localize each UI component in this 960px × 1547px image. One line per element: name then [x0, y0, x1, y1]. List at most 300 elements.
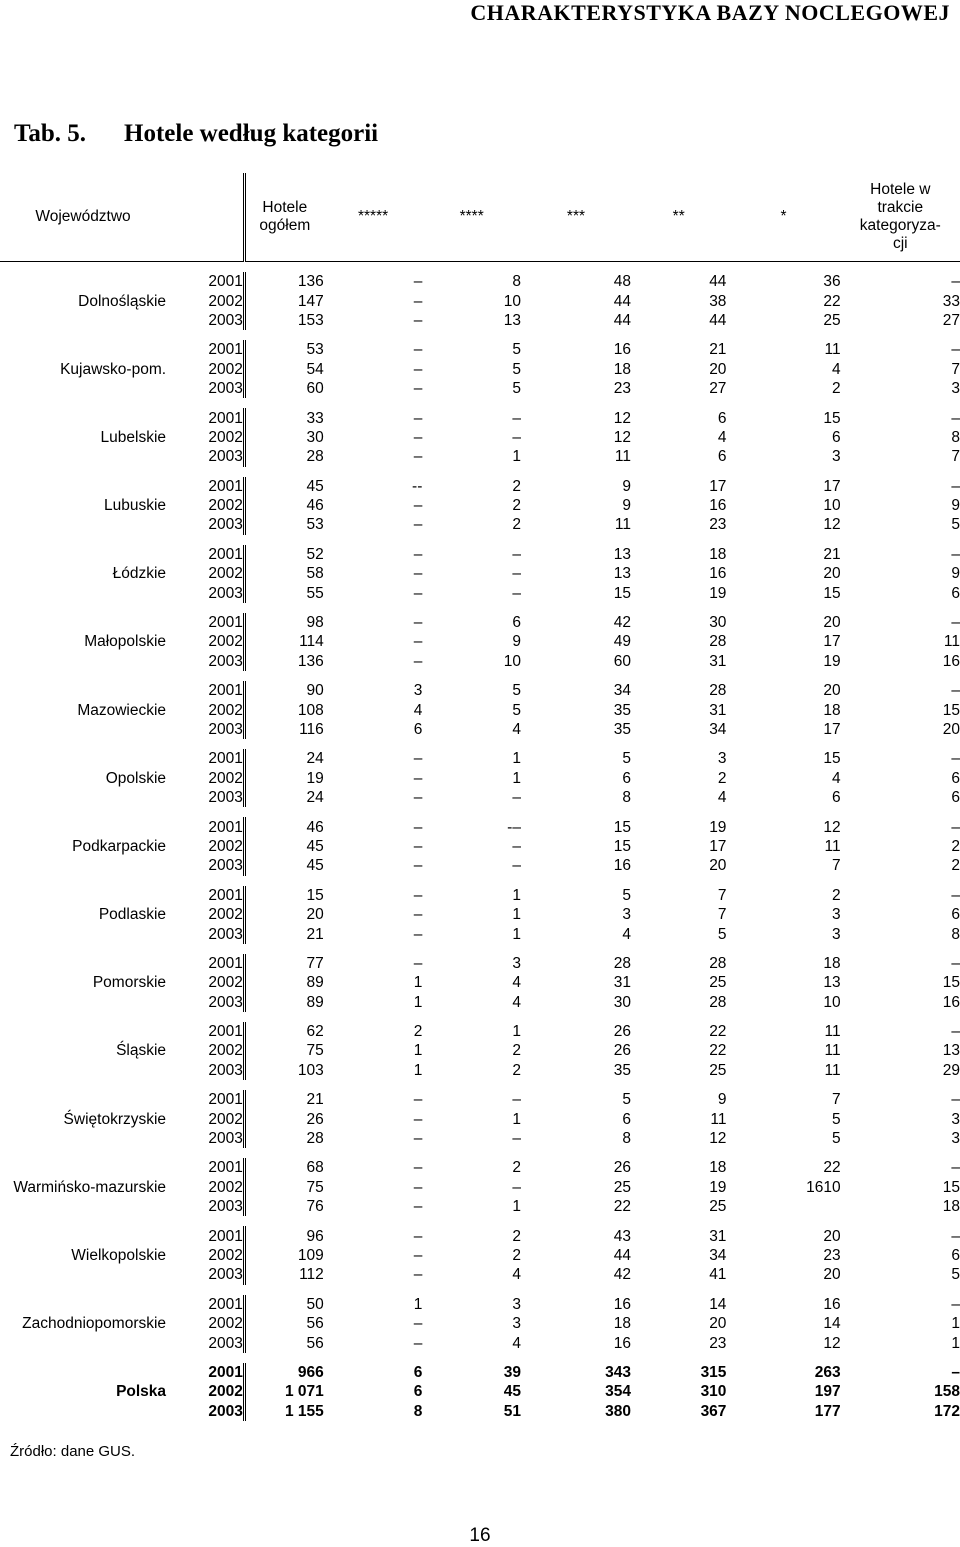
- c1-cell: 12: [823, 818, 841, 836]
- year-cell: 2003: [208, 1130, 243, 1148]
- group-spacer: [0, 398, 960, 408]
- c2-cell: 38: [709, 292, 727, 310]
- year-cell: 2001: [208, 682, 243, 700]
- col-header-total: [244, 173, 323, 262]
- year-cell: 2002: [208, 701, 243, 719]
- c5-cell: 1: [413, 974, 423, 992]
- group-spacer: [0, 535, 960, 545]
- c5-cell: –: [413, 545, 423, 563]
- total-cell: 24: [244, 788, 323, 807]
- c4-cell: 1: [512, 1198, 521, 1216]
- total-cell: 966: [244, 1363, 323, 1382]
- col-header-5star: *****: [324, 173, 423, 262]
- cw-cell: 6: [951, 584, 960, 602]
- c4-cell: 45: [503, 1383, 521, 1401]
- group-spacer: [0, 1216, 960, 1226]
- c5-cell: –: [413, 273, 423, 291]
- c3-cell: 13: [613, 565, 631, 583]
- table-row: [0, 408, 960, 427]
- c2-cell: 34: [709, 1246, 727, 1264]
- c2-cell: 7: [717, 906, 727, 924]
- year-cell: 2003: [208, 584, 243, 602]
- c4-cell: –: [512, 584, 521, 602]
- c3-cell: 15: [613, 818, 631, 836]
- c2-cell: 20: [709, 360, 727, 378]
- year-cell: 2002: [208, 1315, 243, 1333]
- spacer-cell: [0, 1148, 960, 1158]
- c5-cell: –: [413, 906, 423, 924]
- c1-cell: 15: [823, 409, 841, 427]
- total-cell: 52: [244, 545, 323, 564]
- total-cell: 96: [244, 1226, 323, 1245]
- cw-cell: 2: [951, 857, 960, 875]
- c1-cell: 11: [824, 341, 841, 359]
- voivodeship-name: Mazowieckie: [77, 701, 167, 719]
- c5-cell: –: [413, 857, 423, 875]
- c4-cell: 5: [512, 682, 521, 700]
- cw-cell: 6: [951, 769, 960, 787]
- year-cell: 2003: [208, 925, 243, 943]
- total-cell: 53: [244, 515, 323, 534]
- table-row: [0, 1363, 960, 1382]
- c2-cell: 23: [709, 1334, 727, 1352]
- c3-cell: 44: [613, 311, 631, 329]
- c4-cell: -–: [507, 818, 521, 836]
- c5-cell: –: [413, 1091, 423, 1109]
- c5-cell: 6: [413, 721, 423, 738]
- cw-cell: 7: [951, 360, 960, 378]
- table-body: [0, 262, 960, 1421]
- total-cell: 136: [244, 652, 323, 671]
- table-header-row: [0, 173, 960, 262]
- cw-cell: 15: [942, 1178, 960, 1196]
- c2-cell: 2: [717, 769, 727, 787]
- cw-cell: –: [951, 750, 960, 768]
- voivodeship-name: Podkarpackie: [72, 837, 167, 855]
- spacer-cell: [0, 1353, 960, 1363]
- c4-cell: –: [512, 1130, 521, 1148]
- total-cell: 56: [244, 1333, 323, 1352]
- c3-cell: 48: [613, 273, 631, 291]
- c1-cell: 20: [823, 1266, 841, 1284]
- c4-cell: –: [512, 428, 521, 446]
- cw-cell: –: [951, 614, 960, 632]
- total-cell: 55: [244, 583, 323, 602]
- c3-cell: 28: [613, 954, 631, 972]
- c1-cell: 5: [831, 1110, 841, 1128]
- spacer-cell: [0, 262, 960, 273]
- c1-cell: 6: [831, 789, 841, 807]
- c5-cell: –: [413, 1198, 423, 1216]
- c2-cell: 19: [709, 1178, 727, 1196]
- c5-cell: –: [413, 886, 423, 904]
- c4-cell: 4: [512, 1266, 521, 1284]
- total-cell: 98: [244, 613, 323, 632]
- cw-cell: 3: [951, 1130, 960, 1148]
- c4-cell: 6: [512, 614, 521, 632]
- c3-cell: 35: [613, 701, 631, 719]
- voivodeship-name: Dolnośląskie: [78, 292, 167, 310]
- c1-cell: 7: [831, 857, 841, 875]
- c5-cell: –: [413, 1178, 423, 1196]
- cw-cell: –: [951, 818, 960, 836]
- c5-cell: –: [413, 428, 423, 446]
- c4-cell: –: [512, 857, 521, 875]
- table-row: [0, 1226, 960, 1245]
- c5-cell: --: [412, 477, 423, 495]
- c1-cell: 11: [824, 837, 841, 855]
- col-header-in-categorization-text: Hotele w trakcie kategoryza-cji: [859, 181, 941, 252]
- c2-cell: 23: [709, 516, 727, 534]
- c1-cell: 11: [824, 1042, 841, 1060]
- year-cell: 2002: [208, 1110, 243, 1128]
- c5-cell: 4: [413, 701, 423, 719]
- year-cell: 2001: [208, 341, 243, 359]
- c4-cell: –: [512, 837, 521, 855]
- c1-cell: 18: [823, 701, 841, 719]
- total-cell: 30: [244, 428, 323, 447]
- year-cell: 2001: [208, 273, 243, 291]
- spacer-cell: [0, 807, 960, 817]
- c4-cell: 2: [512, 497, 521, 515]
- c5-cell: –: [413, 750, 423, 768]
- c3-cell: 35: [613, 1061, 631, 1079]
- cw-cell: 7: [951, 448, 960, 466]
- total-cell: 54: [244, 360, 323, 379]
- c3-cell: 13: [613, 545, 631, 563]
- spacer-cell: [0, 876, 960, 886]
- year-cell: 2002: [208, 837, 243, 855]
- c5-cell: –: [413, 311, 423, 329]
- c5-cell: 1: [413, 993, 423, 1011]
- c3-cell: 11: [614, 516, 631, 534]
- total-cell: 20: [244, 905, 323, 924]
- spacer-cell: [0, 944, 960, 954]
- table-title-text: Hotele według kategorii: [124, 120, 379, 147]
- c2-cell: 16: [709, 497, 727, 515]
- group-spacer: [0, 1080, 960, 1090]
- total-cell: 68: [244, 1158, 323, 1177]
- c5-cell: –: [413, 789, 423, 807]
- total-cell: 46: [244, 817, 323, 836]
- c3-cell: 44: [613, 1246, 631, 1264]
- year-cell: 2001: [208, 614, 243, 632]
- cw-cell: 8: [951, 925, 960, 943]
- c1-cell: 20: [823, 565, 841, 583]
- total-cell: 45: [244, 477, 323, 496]
- c1-cell: 4: [831, 360, 841, 378]
- c4-cell: 1: [512, 886, 521, 904]
- c5-cell: –: [413, 1334, 423, 1352]
- c3-cell: 9: [622, 477, 631, 495]
- cw-cell: 5: [951, 516, 960, 534]
- c5-cell: –: [413, 584, 423, 602]
- c4-cell: 2: [512, 516, 521, 534]
- year-cell: 2002: [208, 497, 243, 515]
- c2-cell: 18: [709, 1159, 727, 1177]
- c5-cell: –: [413, 818, 423, 836]
- c4-cell: 2: [512, 1061, 521, 1079]
- c3-cell: 8: [622, 1130, 631, 1148]
- group-spacer: [0, 467, 960, 477]
- year-cell: 2003: [208, 1198, 243, 1216]
- c2-cell: 12: [709, 1130, 727, 1148]
- c1-cell: 2: [831, 886, 841, 904]
- total-cell: 108: [244, 700, 323, 719]
- c2-cell: 30: [709, 614, 727, 632]
- c3-cell: 9: [622, 497, 631, 515]
- table-row: [0, 477, 960, 496]
- cw-cell: 18: [942, 1198, 960, 1216]
- voivodeship-name: Warmińsko-mazurskie: [13, 1178, 167, 1196]
- c4-cell: 4: [512, 1334, 521, 1352]
- c1-cell: 23: [823, 1246, 841, 1264]
- total-cell: 1 155: [244, 1402, 323, 1421]
- voivodeship-name: Kujawsko-pom.: [60, 360, 167, 378]
- c4-cell: 13: [503, 311, 521, 329]
- c3-cell: 16: [613, 857, 631, 875]
- c1-cell: 12: [823, 1334, 841, 1352]
- c1-cell: 20: [823, 614, 841, 632]
- year-cell: 2003: [208, 789, 243, 807]
- c2-cell: 17: [709, 477, 727, 495]
- c5-cell: –: [413, 1266, 423, 1284]
- cw-cell: 5: [951, 1266, 960, 1284]
- total-cell: 21: [244, 1090, 323, 1109]
- c2-cell: 34: [709, 721, 727, 738]
- c5-cell: 6: [413, 1383, 423, 1401]
- c4-cell: 9: [512, 633, 521, 651]
- page-header: CHARAKTERYSTYKA BAZY NOCLEGOWEJ: [470, 0, 950, 25]
- cw-cell: 6: [951, 1246, 960, 1264]
- c1-cell: 20: [823, 1227, 841, 1245]
- c3-cell: 35: [613, 721, 631, 738]
- col-header-in-categorization: [841, 173, 960, 262]
- c3-cell: 23: [613, 380, 631, 398]
- cw-cell: 20: [942, 721, 960, 738]
- c3-cell: 43: [613, 1227, 631, 1245]
- c1-cell: 12: [823, 516, 841, 534]
- c2-cell: 28: [709, 682, 727, 700]
- c4-cell: –: [512, 545, 521, 563]
- year-cell: 2003: [208, 993, 243, 1011]
- c1-cell: 36: [823, 273, 841, 291]
- year-cell: 2003: [208, 448, 243, 466]
- year-cell: 2001: [208, 1227, 243, 1245]
- c1-cell: 263: [814, 1363, 841, 1381]
- year-cell: 2002: [208, 1178, 243, 1196]
- c5-cell: –: [413, 409, 423, 427]
- c5-cell: 2: [413, 1023, 423, 1041]
- c5-cell: –: [413, 954, 423, 972]
- c1-cell: 17: [823, 721, 841, 738]
- table-row: [0, 954, 960, 973]
- total-cell: 1 071: [244, 1382, 323, 1401]
- cw-cell: 33: [942, 292, 960, 310]
- c3-cell: 5: [622, 750, 631, 768]
- c3-cell: 5: [622, 1091, 631, 1109]
- c2-cell: 3: [717, 750, 727, 768]
- c4-cell: –: [512, 565, 521, 583]
- year-cell: 2003: [208, 1061, 243, 1079]
- spacer-cell: [0, 398, 960, 408]
- cw-cell: 3: [951, 380, 960, 398]
- c1-cell: 10: [823, 993, 841, 1011]
- c1-cell: 6: [831, 428, 841, 446]
- c2-cell: 31: [709, 652, 727, 670]
- c4-cell: 2: [512, 1227, 521, 1245]
- spacer-cell: [0, 671, 960, 681]
- cw-cell: 2: [951, 837, 960, 855]
- col-header-4star: ****: [422, 173, 521, 262]
- c3-cell: 12: [613, 409, 631, 427]
- c4-cell: 5: [512, 341, 521, 359]
- cw-cell: –: [951, 682, 960, 700]
- year-cell: 2001: [208, 750, 243, 768]
- c5-cell: –: [413, 497, 423, 515]
- table-row: [0, 272, 960, 291]
- year-cell: 2002: [208, 1042, 243, 1060]
- c1-cell: 1610: [806, 1178, 841, 1196]
- year-cell: 2003: [208, 1402, 243, 1420]
- c2-cell: 6: [717, 448, 727, 466]
- cw-cell: –: [951, 477, 960, 495]
- c3-cell: 22: [613, 1198, 631, 1216]
- group-spacer: [0, 1353, 960, 1363]
- voivodeship-name: Podlaskie: [98, 906, 167, 924]
- cw-cell: 16: [942, 993, 960, 1011]
- c4-cell: 4: [512, 974, 521, 992]
- year-cell: 2003: [208, 311, 243, 329]
- c1-cell: 4: [831, 769, 841, 787]
- col-header-3star: ***: [521, 173, 631, 262]
- c5-cell: –: [413, 1130, 423, 1148]
- table-row: [0, 613, 960, 632]
- c1-cell: 21: [823, 545, 841, 563]
- c1-cell: 11: [824, 1023, 841, 1041]
- cw-cell: –: [951, 1159, 960, 1177]
- c3-cell: 26: [613, 1023, 631, 1041]
- cw-cell: –: [951, 1295, 960, 1313]
- year-cell: 2002: [208, 974, 243, 992]
- c2-cell: 14: [709, 1295, 727, 1313]
- c3-cell: 18: [613, 1315, 631, 1333]
- c4-cell: 5: [512, 360, 521, 378]
- c2-cell: 44: [709, 273, 727, 291]
- cw-cell: 1: [951, 1315, 960, 1333]
- total-cell: 147: [244, 291, 323, 310]
- total-cell: 89: [244, 993, 323, 1012]
- cw-cell: 13: [942, 1042, 960, 1060]
- c4-cell: 51: [503, 1402, 521, 1420]
- c4-cell: 2: [512, 1159, 521, 1177]
- table-row: [0, 1022, 960, 1041]
- c4-cell: 5: [512, 380, 521, 398]
- c4-cell: 1: [512, 906, 521, 924]
- year-cell: 2001: [208, 818, 243, 836]
- c1-cell: 17: [823, 633, 841, 651]
- year-cell: 2002: [208, 292, 243, 310]
- c1-cell: 11: [824, 1061, 841, 1079]
- c4-cell: 10: [503, 292, 521, 310]
- year-cell: 2001: [208, 545, 243, 563]
- c5-cell: –: [413, 1227, 423, 1245]
- c2-cell: 367: [700, 1402, 727, 1420]
- c5-cell: –: [413, 652, 423, 670]
- c5-cell: 6: [413, 1363, 423, 1381]
- c2-cell: 9: [717, 1091, 727, 1109]
- c2-cell: 27: [709, 380, 727, 398]
- c3-cell: 16: [613, 1295, 631, 1313]
- c4-cell: 3: [512, 954, 521, 972]
- c3-cell: 380: [605, 1402, 631, 1420]
- year-cell: 2001: [208, 409, 243, 427]
- total-cell: 76: [244, 1197, 323, 1216]
- total-cell: 114: [244, 632, 323, 651]
- c2-cell: 22: [709, 1042, 727, 1060]
- year-cell: 2002: [208, 769, 243, 787]
- cw-cell: 6: [951, 906, 960, 924]
- c3-cell: 16: [613, 341, 631, 359]
- c4-cell: –: [512, 789, 521, 807]
- voivodeship-name: Świętokrzyskie: [63, 1110, 167, 1128]
- voivodeship-name: Lubuskie: [104, 497, 167, 515]
- total-cell: 26: [244, 1109, 323, 1128]
- total-cell: 75: [244, 1178, 323, 1197]
- c2-cell: 20: [709, 1315, 727, 1333]
- cw-cell: 172: [934, 1402, 960, 1420]
- voivodeship-name: Zachodniopomorskie: [22, 1315, 167, 1333]
- table-title: [14, 120, 378, 148]
- c2-cell: 11: [710, 1110, 727, 1128]
- total-cell: 19: [244, 769, 323, 788]
- c1-cell: 3: [831, 906, 841, 924]
- c2-cell: 31: [709, 701, 727, 719]
- c3-cell: 6: [622, 769, 631, 787]
- c1-cell: 5: [831, 1130, 841, 1148]
- c5-cell: –: [413, 1246, 423, 1264]
- c3-cell: 11: [614, 448, 631, 466]
- voivodeship-name: Polska: [116, 1383, 167, 1401]
- cw-cell: –: [951, 886, 960, 904]
- cw-cell: –: [951, 273, 960, 291]
- cw-cell: 1: [951, 1334, 960, 1352]
- total-cell: 89: [244, 973, 323, 992]
- cw-cell: 16: [942, 652, 960, 670]
- c2-cell: 25: [709, 1061, 727, 1079]
- total-cell: 33: [244, 408, 323, 427]
- year-cell: 2003: [208, 1334, 243, 1352]
- voivodeship-name: Śląskie: [116, 1042, 167, 1060]
- c1-cell: 16: [823, 1295, 841, 1313]
- c1-cell: 22: [823, 1159, 841, 1177]
- c2-cell: 19: [709, 818, 727, 836]
- group-spacer: [0, 671, 960, 681]
- c3-cell: 26: [613, 1042, 631, 1060]
- c4-cell: 1: [512, 925, 521, 943]
- c4-cell: 2: [512, 477, 521, 495]
- c3-cell: 42: [613, 1266, 631, 1284]
- total-cell: 24: [244, 749, 323, 768]
- cw-cell: 15: [942, 701, 960, 719]
- c5-cell: –: [413, 837, 423, 855]
- col-header-year: [166, 173, 244, 262]
- c5-cell: 3: [413, 682, 423, 700]
- c2-cell: 20: [709, 857, 727, 875]
- year-cell: 2003: [208, 1266, 243, 1284]
- year-cell: 2003: [208, 380, 243, 398]
- c4-cell: 1: [512, 448, 521, 466]
